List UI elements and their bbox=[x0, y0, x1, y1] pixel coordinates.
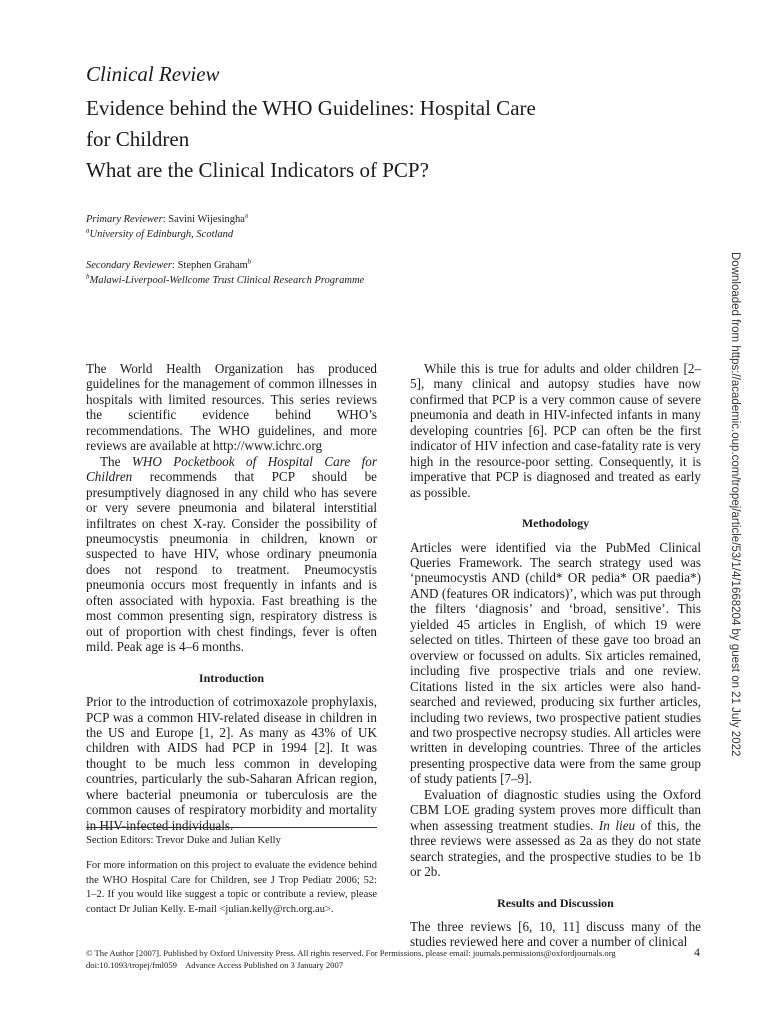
pocketbook-title: WHO Pocketbook of Hospital Care for Children bbox=[86, 453, 377, 485]
primary-affiliation-sup: a bbox=[86, 226, 90, 235]
title-line-3: What are the Clinical Indicators of PCP? bbox=[86, 158, 429, 182]
intro-paragraph-2 bbox=[86, 454, 377, 655]
footnote-divider bbox=[86, 827, 377, 828]
intro-paragraph-1: The World Health Organization has produced guidelines for the management of common illnesses in hospitals with limited resources. This series reviews the scientific evidence behind WHO’s recommendations. The WHO guidelines, and more reviews are available at http://www.ichrc.org bbox=[86, 361, 377, 454]
primary-reviewer-name: Savini Wijesingha bbox=[168, 214, 245, 225]
secondary-affiliation-sup: b bbox=[86, 272, 90, 281]
primary-affiliation-text: University of Edinburgh, Scotland bbox=[89, 229, 234, 240]
secondary-affiliation-text: Malawi-Liverpool-Wellcome Trust Clinical Research Programme bbox=[89, 275, 365, 286]
secondary-reviewer-name: Stephen Graham bbox=[177, 260, 248, 271]
methodology-heading: Methodology bbox=[521, 516, 590, 531]
copyright-line: © The Author [2007]. Published by Oxford University Press. All rights reserved. For Permissions, please email: journals.permissions@oxfordjournals.org bbox=[86, 948, 616, 958]
results-paragraph-1: The three reviews [6, 10, 11] discuss many of the studies reviewed here and cover a number of clinical bbox=[410, 918, 701, 950]
primary-reviewer-sup: a bbox=[244, 211, 249, 220]
secondary-reviewer-label: Secondary Reviewer bbox=[86, 260, 173, 271]
more-info-note: For more information on this project to evaluate the evidence behind the WHO Hospital Care for Children, see J Trop Pediatr 2006; 52: 1–2. If you would like suggest a topic or contribute a review, please contact Dr Julian Kelly. E-mail <julian.kelly@rch.org.au>. bbox=[86, 860, 377, 915]
primary-affiliation bbox=[86, 227, 248, 242]
results-heading: Results and Discussion bbox=[497, 895, 614, 910]
intro-p2-post: recommends that PCP should be presumptively diagnosed in any child who has severe or very severe pneumonia and bilateral interstitial infiltrates on chest X-ray. Consider the possibility of pneumocystis pneumonia in children, known or suspected to have HIV, whose ordinary pneumonia does not respond to treatment. Pneumocystis pneumonia occurs most frequently in infants and is often associated with hypoxia. Fast breathing is the most common presenting sign, respiratory distress is out of proportion with chest findings, fever is often mild. Peak age is 4–6 months. bbox=[86, 469, 377, 655]
methodology-paragraph-1: Articles were identified via the PubMed Clinical Queries Framework. The search strategy used was ‘pneumocystis AND (child* OR pedia* OR paedia*) AND (features OR indicators)’, which was put through the filters ‘diagnosis’ and ‘broad, sensitive’. This yielded 45 articles in English, of which 19 were selected on titles. Thirteen of these gave too broad an overview or focussed on adults. Six articles remained, including five prospective trials and one review. Citations listed in the six articles were also hand-searched and reviewed, producing six further articles, including two reviews, two prospective patient studies and two prospective necropsy studies. All articles were written in developing countries. Three of the articles presenting prospective data were from the same group of study patients [7–9]. bbox=[410, 539, 701, 787]
primary-reviewer: Primary Reviewer: Savini Wijesingha$^a$ $^a$University of Edinburgh, Scotland bbox=[86, 211, 249, 240]
section-label: Clinical Review bbox=[86, 62, 220, 86]
right-paragraph-1: While this is true for adults and older children [2–5], many clinical and autopsy studies have now confirmed that PCP is a very common cause of severe pneumonia and death in HIV-infected infants in many developing countries [6]. PCP can often be the first indicator of HIV infection and case-fatality rate is very high in the resource-poor setting. Consequently, it is imperative that PCP is diagnosed and treated as early as possible. bbox=[410, 361, 701, 500]
download-watermark: Downloaded from https://academic.oup.com/tropej/article/53/1/4/1668204 by guest on 21 July 2022 bbox=[729, 252, 741, 757]
secondary-reviewer: Secondary Reviewer: Stephen Graham$^b$ $^b$Malawi-Liverpool-Wellcome Trust Clinical Research Programme bbox=[86, 257, 365, 286]
page-footer bbox=[86, 947, 706, 971]
secondary-affiliation bbox=[86, 273, 364, 288]
introduction-paragraph: Prior to the introduction of cotrimoxazole prophylaxis, PCP was a common HIV-related disease in children in the US and Europe [1, 2]. As many as 43% of UK children with AIDS had PCP in 1994 [2]. It was thought to be much less common in developing countries, particularly the sub-Saharan African region, where bacterial pneumonia or tuberculosis are the common causes of respiratory morbidity and mortality in HIV-infected individuals. bbox=[86, 694, 377, 833]
section-editors-note: Section Editors: Trevor Duke and Julian Kelly bbox=[86, 835, 281, 846]
methodology-p2-post: of this, the three reviews were assessed as 2a as they do not state search strategies, and the prospective studies to be 1b or 2b. bbox=[410, 817, 701, 880]
introduction-heading: Introduction bbox=[198, 670, 265, 685]
left-column bbox=[86, 361, 377, 833]
page-number: 4 bbox=[694, 945, 700, 959]
title-line-2: for Children bbox=[86, 127, 190, 151]
methodology-p2-pre: Evaluation of diagnostic studies using the Oxford CBM LOE grading system proves more difficult than when assessing treatment studies. bbox=[410, 786, 701, 833]
secondary-reviewer-sup: b bbox=[247, 257, 252, 266]
doi-line: doi:10.1093/tropej/fml059 Advance Access Published on 3 January 2007 bbox=[86, 960, 344, 970]
article-title bbox=[86, 93, 646, 186]
right-column bbox=[410, 361, 701, 950]
methodology-paragraph-2 bbox=[410, 787, 701, 880]
intro-p2-pre: The bbox=[100, 453, 132, 469]
primary-reviewer-label: Primary Reviewer bbox=[86, 214, 163, 225]
title-line-1: Evidence behind the WHO Guidelines: Hospital Care bbox=[86, 96, 536, 120]
in-lieu-italic: In lieu bbox=[598, 817, 636, 833]
